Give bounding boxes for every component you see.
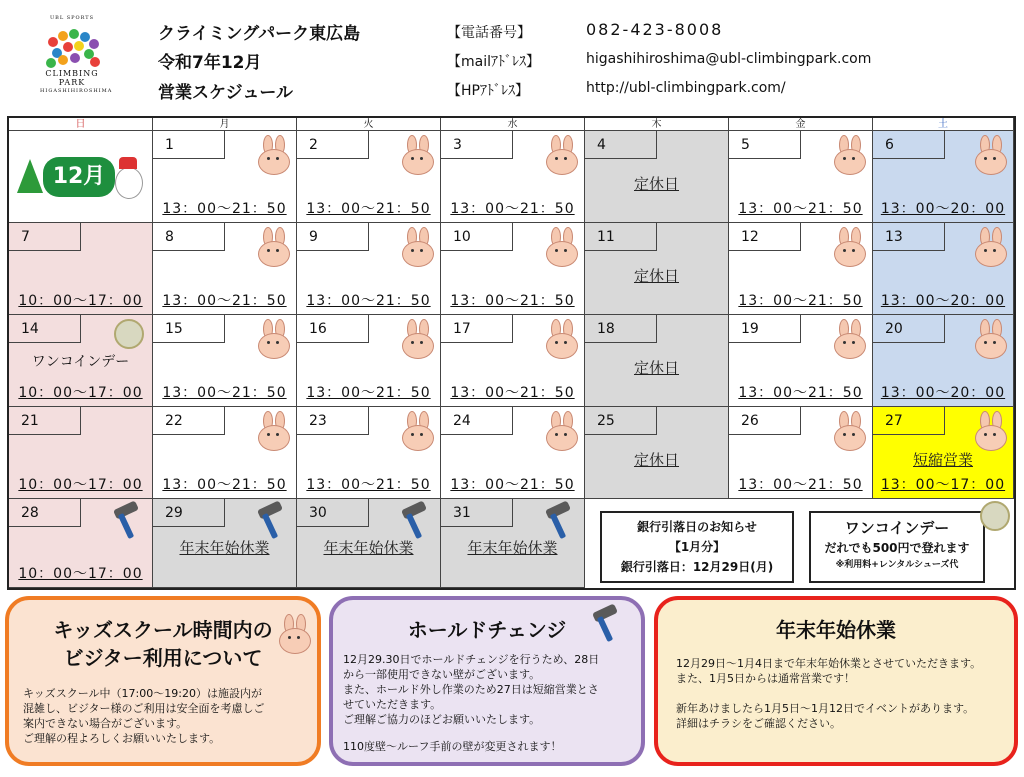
day-number: 29 (153, 499, 225, 527)
bunny-icon (258, 319, 288, 359)
day-number: 18 (585, 315, 657, 343)
bunny-icon (258, 135, 288, 175)
bank-notice-line: 【1月分】 (668, 540, 726, 554)
business-hours: 13：00～21：50 (306, 293, 431, 309)
day-number: 15 (153, 315, 225, 343)
logo-text-climbing: CLIMBING (45, 69, 99, 78)
business-hours: 13：00～21：50 (450, 385, 575, 401)
calendar-day-3 (441, 131, 585, 223)
mail-address[interactable]: higashihiroshima@ubl-climbingpark.com (586, 51, 872, 67)
calendar-day-10 (441, 223, 585, 315)
hold-panel-title: ホールドチェンジ (407, 618, 567, 642)
bunny-icon (402, 135, 432, 175)
kids-panel-body (23, 686, 265, 746)
phone-label: 【電話番号】 (447, 25, 531, 41)
day-of-week-header: 土 (873, 118, 1014, 131)
header-title-park: クライミングパーク東広島 (158, 24, 361, 44)
header-title-month: 令和7年12月 (158, 53, 262, 73)
day-note: 定休日 (633, 267, 679, 285)
calendar-day-12 (729, 223, 873, 315)
business-hours: 13：00～21：50 (738, 293, 863, 309)
calendar-day-9 (297, 223, 441, 315)
one-coin-day-label: ワンコインデー (31, 354, 130, 370)
business-hours: 13：00～20：00 (880, 385, 1006, 401)
bunny-icon (834, 411, 864, 451)
calendar-month-badge-cell (9, 131, 153, 223)
day-number: 13 (873, 223, 945, 251)
business-hours: 10：00～17：00 (18, 293, 143, 309)
calendar-day-27 (873, 407, 1014, 499)
business-hours: 13：00～21：50 (738, 201, 863, 217)
body-line: 110度壁～ルーフ手前の壁が変更されます！ (343, 740, 562, 753)
bank-withdrawal-notice (600, 511, 794, 583)
month-badge: 12月 (43, 157, 115, 197)
body-line: キッズスクール中（17:00～19:20）は施設内が (23, 687, 262, 700)
calendar-day-16 (297, 315, 441, 407)
calendar-day-1 (153, 131, 297, 223)
day-number: 23 (297, 407, 369, 435)
calendar-day-22 (153, 407, 297, 499)
business-hours: 13：00～20：00 (880, 293, 1006, 309)
day-of-week-header: 日 (9, 118, 153, 131)
day-note: 定休日 (633, 175, 679, 193)
hammer-icon (112, 503, 142, 543)
day-of-week-header: 木 (585, 118, 729, 131)
calendar-day-28 (9, 499, 153, 588)
calendar-day-6 (873, 131, 1014, 223)
kids-panel-title-2: ビジター利用について (63, 646, 263, 670)
bunny-icon (258, 411, 288, 451)
day-number: 11 (585, 223, 657, 251)
one-coin-day-notice (809, 511, 985, 583)
day-number: 20 (873, 315, 945, 343)
day-note: 定休日 (633, 359, 679, 377)
bunny-icon (834, 319, 864, 359)
day-number: 5 (729, 131, 801, 159)
bank-notice-line: 銀行引落日のお知らせ (637, 520, 757, 534)
spacer (676, 686, 981, 701)
business-hours: 13：00～21：50 (738, 477, 863, 493)
day-of-week-header: 水 (441, 118, 585, 131)
day-number: 27 (873, 407, 945, 435)
day-note: 年末年始休業 (467, 539, 558, 557)
calendar-day-7 (9, 223, 153, 315)
bunny-icon (279, 614, 309, 654)
bunny-icon (975, 135, 1005, 175)
logo-top-text: UBL SPORTS (49, 15, 95, 21)
logo-text-location: HIGASHIHIROSHIMA (40, 88, 113, 94)
calendar-day-17 (441, 315, 585, 407)
day-of-week-header: 火 (297, 118, 441, 131)
mail-label: 【mailｱﾄﾞﾚｽ】 (447, 54, 540, 70)
holiday-panel-title: 年末年始休業 (776, 618, 896, 642)
business-hours: 13：00～21：50 (306, 477, 431, 493)
bunny-icon (975, 411, 1005, 451)
logo-text-park: PARK (58, 78, 86, 87)
year-end-holiday-panel (654, 596, 1018, 766)
body-line: せていただきます。 (343, 698, 442, 711)
day-number: 3 (441, 131, 513, 159)
calendar-day-2 (297, 131, 441, 223)
day-number: 31 (441, 499, 513, 527)
hp-url[interactable]: http://ubl-climbingpark.com/ (586, 80, 786, 96)
day-number: 9 (297, 223, 369, 251)
coin-icon (114, 319, 144, 349)
hold-panel-body (343, 652, 599, 754)
hammer-icon (591, 606, 621, 646)
calendar-day-30 (297, 499, 441, 588)
bank-notice-line: 銀行引落日：12月29日(月) (620, 560, 774, 574)
snowman-icon (115, 167, 143, 199)
body-line: 新年あけましたら1月5日～1月12日でイベントがあります。 (676, 702, 975, 715)
coin-icon (980, 501, 1010, 531)
calendar-day-29 (153, 499, 297, 588)
notice-area (585, 499, 1014, 588)
calendar-day-31 (441, 499, 585, 588)
body-line: また、1月5日からは通常営業です！ (676, 672, 855, 685)
business-hours: 13：00～21：50 (450, 477, 575, 493)
day-note: 年末年始休業 (179, 539, 270, 557)
business-hours: 13：00～21：50 (162, 293, 287, 309)
bunny-icon (546, 411, 576, 451)
bunny-icon (546, 135, 576, 175)
bunny-icon (834, 135, 864, 175)
day-note: 短縮営業 (912, 451, 973, 469)
calendar-day-4 (585, 131, 729, 223)
day-number: 24 (441, 407, 513, 435)
business-hours: 13：00～21：50 (450, 201, 575, 217)
phone-number: 082-423-8008 (586, 20, 724, 39)
calendar-day-26 (729, 407, 873, 499)
bunny-icon (546, 319, 576, 359)
day-number: 17 (441, 315, 513, 343)
calendar-day-25 (585, 407, 729, 499)
day-number: 6 (873, 131, 945, 159)
body-line: また、ホールド外し作業のため27日は短縮営業とさ (343, 683, 599, 696)
calendar-day-15 (153, 315, 297, 407)
calendar-day-20 (873, 315, 1014, 407)
business-hours: 10：00～17：00 (18, 385, 143, 401)
calendar-day-13 (873, 223, 1014, 315)
business-hours: 13：00～21：50 (162, 477, 287, 493)
calendar-day-18 (585, 315, 729, 407)
hp-label: 【HPｱﾄﾞﾚｽ】 (447, 83, 529, 99)
day-number: 4 (585, 131, 657, 159)
bunny-icon (402, 319, 432, 359)
bunny-icon (546, 227, 576, 267)
day-number: 30 (297, 499, 369, 527)
body-line: ご理解ご協力のほどお願いいたします。 (343, 713, 541, 726)
business-hours: 13：00～21：50 (450, 293, 575, 309)
one-coin-title: ワンコインデー (844, 519, 950, 537)
body-line: 12月29.30日でホールドチェンジを行うため、28日 (343, 653, 600, 666)
kids-school-panel (5, 596, 321, 766)
body-line: 12月29日～1月4日まで年末年始休業とさせていただきます。 (676, 657, 982, 670)
logo-dots-graphic (42, 29, 102, 69)
day-number: 22 (153, 407, 225, 435)
day-number: 12 (729, 223, 801, 251)
business-hours: 10：00～17：00 (18, 566, 143, 582)
calendar-day-11 (585, 223, 729, 315)
body-line: 混雑し、ビジター様のご利用は安全面を考慮しご (23, 702, 265, 715)
business-hours: 13：00～21：50 (738, 385, 863, 401)
day-note: 定休日 (633, 451, 679, 469)
business-hours: 13：00～21：50 (162, 201, 287, 217)
hold-change-panel (329, 596, 645, 766)
day-number: 21 (9, 407, 81, 435)
body-line: 案内できない場合がございます。 (23, 717, 188, 730)
day-number: 28 (9, 499, 81, 527)
calendar-day-14 (9, 315, 153, 407)
business-hours: 13：00～21：50 (162, 385, 287, 401)
body-line: から一部使用できない壁がございます。 (343, 668, 541, 681)
body-line: 詳細はチラシをご確認ください。 (676, 717, 841, 730)
one-coin-line: だれでも500円で登れます (824, 541, 970, 555)
day-number: 2 (297, 131, 369, 159)
business-hours: 13：00～21：50 (306, 385, 431, 401)
day-number: 8 (153, 223, 225, 251)
calendar-day-24 (441, 407, 585, 499)
day-number: 16 (297, 315, 369, 343)
day-number: 7 (9, 223, 81, 251)
bunny-icon (975, 319, 1005, 359)
calendar-grid (7, 116, 1016, 590)
day-note: 年末年始休業 (323, 539, 414, 557)
business-hours: 13：00～20：00 (880, 201, 1006, 217)
bunny-icon (402, 411, 432, 451)
bunny-icon (258, 227, 288, 267)
day-number: 10 (441, 223, 513, 251)
holiday-panel-body (676, 656, 981, 731)
calendar-day-23 (297, 407, 441, 499)
business-hours: 13：00～17：00 (880, 477, 1006, 493)
calendar-day-5 (729, 131, 873, 223)
day-number: 19 (729, 315, 801, 343)
day-of-week-header: 月 (153, 118, 297, 131)
calendar-day-21 (9, 407, 153, 499)
header-title-schedule: 営業スケジュール (158, 83, 293, 103)
body-line: ご理解の程よろしくお願いいたします。 (23, 732, 221, 745)
bunny-icon (834, 227, 864, 267)
christmas-tree-icon (17, 159, 43, 193)
kids-panel-title-1: キッズスクール時間内の (53, 618, 273, 642)
calendar-day-19 (729, 315, 873, 407)
calendar-day-8 (153, 223, 297, 315)
day-number: 26 (729, 407, 801, 435)
bunny-icon (402, 227, 432, 267)
business-hours: 10：00～17：00 (18, 477, 143, 493)
business-hours: 13：00～21：50 (306, 201, 431, 217)
day-number: 14 (9, 315, 81, 343)
spacer (343, 727, 599, 739)
park-logo (40, 14, 113, 104)
one-coin-note: ※利用料+レンタルシューズ代 (835, 560, 959, 570)
bunny-icon (975, 227, 1005, 267)
day-of-week-header: 金 (729, 118, 873, 131)
day-number: 25 (585, 407, 657, 435)
snowman-hat-icon (119, 157, 137, 169)
day-number: 1 (153, 131, 225, 159)
